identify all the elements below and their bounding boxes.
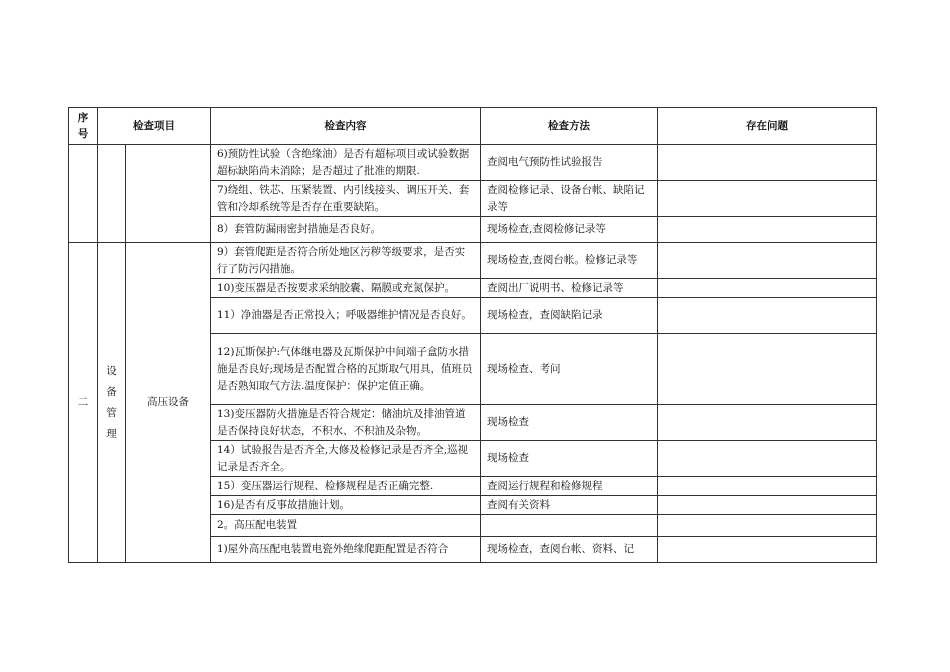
content-cell: 14）试验报告是否齐全,大修及检修记录是否齐全,巡视记录是否齐全。 [211, 441, 481, 477]
problem-cell [658, 279, 877, 298]
content-cell: 13)变压器防火措施是否符合规定：储油坑及排油管道是否保持良好状态，不积水、不积油及杂物。 [211, 405, 481, 441]
problem-cell [658, 334, 877, 405]
method-cell: 现场检查 [481, 405, 658, 441]
problem-cell [658, 145, 877, 181]
content-cell: 7)绕组、铁芯、压紧装置、内引线接头、调压开关、套管和冷却系统等是否存在重要缺陷。 [211, 181, 481, 217]
problem-cell [658, 405, 877, 441]
problem-cell [658, 477, 877, 496]
content-cell: 10)变压器是否按要求采纳胶囊、隔膜或充氮保护。 [211, 279, 481, 298]
problem-cell [658, 298, 877, 334]
category-cell-continued [98, 145, 126, 243]
content-cell: 6)预防性试验（含绝缘油）是否有超标项目或试验数据超标缺陷尚未消除；是否超过了批准的期限. [211, 145, 481, 181]
method-cell: 现场检查 [481, 441, 658, 477]
header-seq: 序号 [69, 108, 98, 145]
content-cell: 8）套管防漏雨密封措施是否良好。 [211, 217, 481, 243]
method-cell: 现场检查，查阅台帐、资料、记 [481, 537, 658, 563]
method-cell: 查阅电气预防性试验报告 [481, 145, 658, 181]
header-item: 检查项目 [98, 108, 211, 145]
content-cell: 2。高压配电装置 [211, 515, 481, 537]
header-content: 检查内容 [211, 108, 481, 145]
problem-cell [658, 243, 877, 279]
category-cell: 设备管理 [98, 243, 126, 563]
method-cell: 查阅出厂说明书、检修记录等 [481, 279, 658, 298]
subitem-cell-continued [126, 145, 211, 243]
header-problem: 存在问题 [658, 108, 877, 145]
problem-cell [658, 537, 877, 563]
table-header-row [69, 108, 877, 145]
content-cell: 11）净油器是否正常投入；呼吸器维护情况是否良好。 [211, 298, 481, 334]
table-row [69, 243, 877, 279]
method-cell: 现场检查，查阅缺陷记录 [481, 298, 658, 334]
content-cell: 1)屋外高压配电装置电瓷外绝缘爬距配置是否符合 [211, 537, 481, 563]
table-row [69, 145, 877, 181]
seq-cell-continued [69, 145, 98, 243]
content-cell: 15）变压器运行规程、检修规程是否正确完整. [211, 477, 481, 496]
problem-cell [658, 217, 877, 243]
method-cell: 现场检查、考问 [481, 334, 658, 405]
method-cell: 查阅运行规程和检修规程 [481, 477, 658, 496]
problem-cell [658, 515, 877, 537]
method-cell: 查阅有关资料 [481, 496, 658, 515]
seq-cell: 二 [69, 243, 98, 563]
subitem-cell: 高压设备 [126, 243, 211, 563]
content-cell: 16)是否有反事故措施计划。 [211, 496, 481, 515]
method-cell: 查阅检修记录、设备台帐、缺陷记录等 [481, 181, 658, 217]
method-cell: 现场检查,查阅台帐。检修记录等 [481, 243, 658, 279]
method-cell: 现场检查,查阅检修记录等 [481, 217, 658, 243]
content-cell: 9）套管爬距是否符合所处地区污秽等级要求，是否实行了防污闪措施。 [211, 243, 481, 279]
inspection-table [68, 107, 877, 563]
content-cell: 12)瓦斯保护:气体继电器及瓦斯保护中间端子盒防水措施是否良好;现场是否配置合格的瓦斯取气用具，值班员是否熟知取气方法.温度保护：保护定值正确。 [211, 334, 481, 405]
problem-cell [658, 496, 877, 515]
problem-cell [658, 181, 877, 217]
problem-cell [658, 441, 877, 477]
method-cell [481, 515, 658, 537]
header-method: 检查方法 [481, 108, 658, 145]
